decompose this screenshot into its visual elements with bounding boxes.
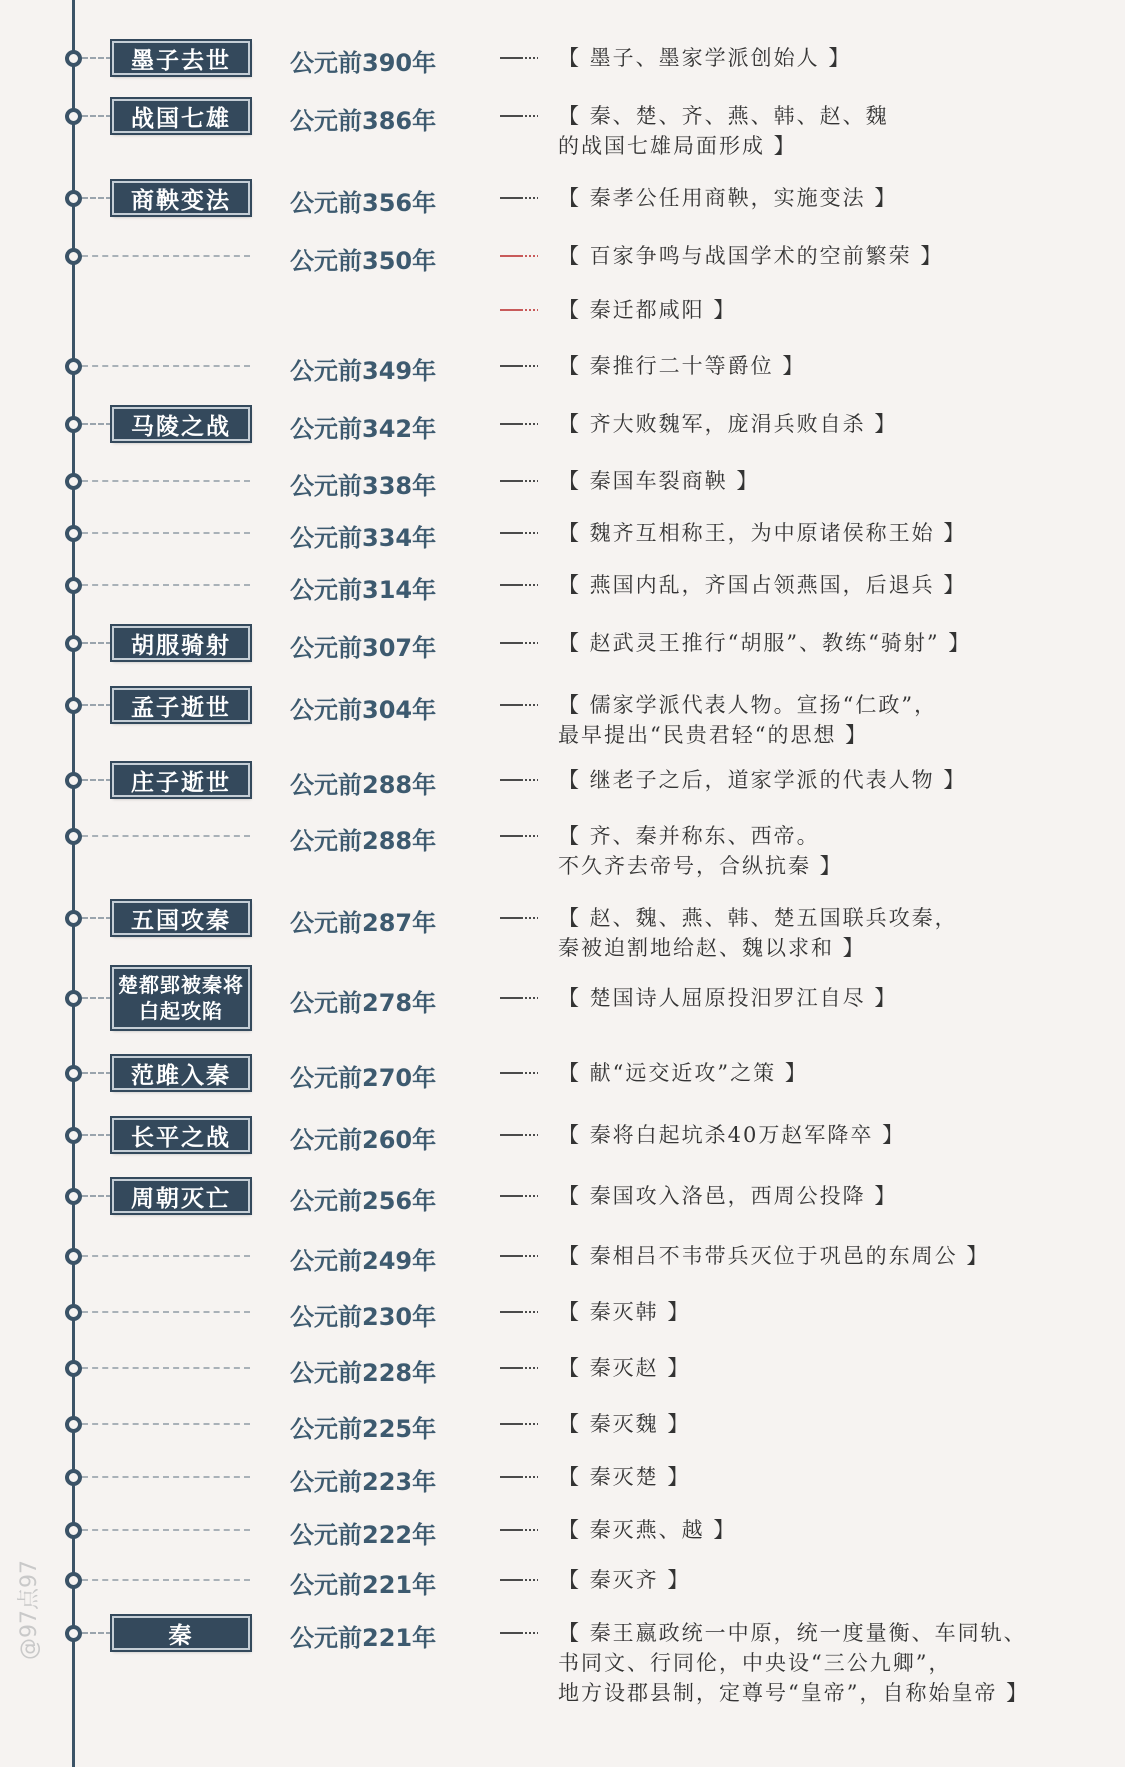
timeline-node [65, 525, 82, 542]
event-description: 【 楚国诗人屈原投汨罗江自尽 】 [558, 986, 898, 1010]
event-description: 【 赵武灵王推行“胡服”、教练“骑射” 】 [558, 631, 972, 655]
event-date: 公元前223年 [290, 1468, 437, 1496]
timeline-node [65, 990, 82, 1007]
event-description: 【 儒家学派代表人物。宣扬“仁政”， 最早提出“民贵君轻“的思想 】 [558, 693, 938, 747]
timeline-node [65, 1188, 82, 1205]
watermark: @97点97 [17, 1560, 42, 1660]
event-tag: 胡服骑射 [112, 626, 250, 660]
dashed-guide [82, 1311, 250, 1313]
timeline-axis [72, 0, 75, 1767]
desc-connector [500, 917, 538, 919]
event-description: 【 墨子、墨家学派创始人 】 [558, 46, 852, 70]
event-tag: 长平之战 [112, 1118, 250, 1152]
dashed-guide [82, 584, 250, 586]
event-description: 【 秦相吕不韦带兵灭位于巩邑的东周公 】 [558, 1244, 990, 1268]
desc-connector [500, 1529, 538, 1531]
desc-connector [500, 835, 538, 837]
dashed-guide [82, 532, 250, 534]
event-date: 公元前222年 [290, 1521, 437, 1549]
event-date: 公元前228年 [290, 1359, 437, 1387]
desc-connector [500, 1072, 538, 1074]
event-date: 公元前356年 [290, 189, 437, 217]
event-description: 【 秦灭韩 】 [558, 1300, 691, 1324]
timeline-node [65, 190, 82, 207]
event-date: 公元前260年 [290, 1126, 437, 1154]
dashed-guide [82, 1476, 250, 1478]
desc-connector [500, 1476, 538, 1478]
tag-connector [82, 1134, 112, 1136]
event-date: 公元前338年 [290, 472, 437, 500]
event-description: 【 魏齐互相称王，为中原诸侯称王始 】 [558, 521, 967, 545]
event-description: 【 秦灭楚 】 [558, 1465, 691, 1489]
timeline-node [65, 1469, 82, 1486]
desc-connector [500, 197, 538, 199]
tag-connector [82, 1195, 112, 1197]
event-description: 【 齐大败魏军，庞涓兵败自杀 】 [558, 412, 898, 436]
timeline-node [65, 248, 82, 265]
event-description: 【 继老子之后，道家学派的代表人物 】 [558, 768, 967, 792]
event-date: 公元前221年 [290, 1624, 437, 1652]
event-description: 【 秦灭燕、越 】 [558, 1518, 737, 1542]
event-description: 【 秦、楚、齐、燕、韩、赵、魏 的战国七雄局面形成 】 [558, 104, 889, 158]
event-tag: 商鞅变法 [112, 181, 250, 215]
event-tag: 战国七雄 [112, 99, 250, 133]
event-description: 【 齐、秦并称东、西帝。 不久齐去帝号，合纵抗秦 】 [558, 824, 843, 878]
tag-connector [82, 642, 112, 644]
event-tag: 马陵之战 [112, 407, 250, 441]
event-tag: 墨子去世 [112, 41, 250, 75]
timeline-node [65, 416, 82, 433]
event-date: 公元前288年 [290, 771, 437, 799]
desc-connector [500, 1195, 538, 1197]
desc-connector [500, 255, 538, 257]
event-date: 公元前304年 [290, 696, 437, 724]
event-description: 【 燕国内乱，齐国占领燕国，后退兵 】 [558, 573, 967, 597]
event-description: 【 献“远交近攻”之策 】 [558, 1061, 808, 1085]
event-description: 【 秦孝公任用商鞅，实施变法 】 [558, 186, 898, 210]
desc-connector [500, 57, 538, 59]
dashed-guide [82, 365, 250, 367]
event-tag: 周朝灭亡 [112, 1179, 250, 1213]
desc-connector [500, 642, 538, 644]
desc-connector [500, 1579, 538, 1581]
timeline-node [65, 1248, 82, 1265]
event-description: 【 秦将白起坑杀40万赵军降卒 】 [558, 1123, 906, 1147]
event-date: 公元前249年 [290, 1247, 437, 1275]
desc-connector [500, 1367, 538, 1369]
event-description: 【 秦国车裂商鞅 】 [558, 469, 760, 493]
desc-connector [500, 1134, 538, 1136]
timeline-node [65, 1572, 82, 1589]
event-description: 【 秦灭赵 】 [558, 1356, 691, 1380]
event-date: 公元前287年 [290, 909, 437, 937]
tag-connector [82, 115, 112, 117]
timeline-node [65, 1127, 82, 1144]
desc-connector [500, 365, 538, 367]
dashed-guide [82, 1367, 250, 1369]
timeline-node [65, 828, 82, 845]
dashed-guide [82, 480, 250, 482]
tag-connector [82, 779, 112, 781]
event-date: 公元前288年 [290, 827, 437, 855]
timeline-node [65, 1360, 82, 1377]
event-date: 公元前386年 [290, 107, 437, 135]
timeline-node [65, 772, 82, 789]
dashed-guide [82, 835, 250, 837]
desc-connector [500, 423, 538, 425]
event-tag: 庄子逝世 [112, 763, 250, 797]
tag-connector [82, 1632, 112, 1634]
desc-connector [500, 1311, 538, 1313]
tag-connector [82, 423, 112, 425]
timeline-node [65, 358, 82, 375]
event-date: 公元前342年 [290, 415, 437, 443]
timeline-node [65, 1625, 82, 1642]
desc-connector [500, 532, 538, 534]
desc-connector [500, 704, 538, 706]
timeline-node [65, 577, 82, 594]
dashed-guide [82, 1255, 250, 1257]
dashed-guide [82, 1423, 250, 1425]
event-description: 【 秦推行二十等爵位 】 [558, 354, 806, 378]
event-description: 【 秦灭魏 】 [558, 1412, 691, 1436]
desc-connector [500, 779, 538, 781]
tag-connector [82, 57, 112, 59]
event-date: 公元前270年 [290, 1064, 437, 1092]
desc-connector [500, 1255, 538, 1257]
event-date: 公元前221年 [290, 1571, 437, 1599]
event-tag: 秦 [112, 1616, 250, 1650]
tag-connector [82, 1072, 112, 1074]
tag-connector [82, 197, 112, 199]
event-tag: 五国攻秦 [112, 901, 250, 935]
desc-connector [500, 480, 538, 482]
event-description: 【 秦国攻入洛邑，西周公投降 】 [558, 1184, 898, 1208]
dashed-guide [82, 1529, 250, 1531]
tag-connector [82, 997, 112, 999]
timeline-node [65, 910, 82, 927]
tag-connector [82, 704, 112, 706]
timeline-node [65, 473, 82, 490]
event-date: 公元前314年 [290, 576, 437, 604]
desc-connector [500, 997, 538, 999]
event-description: 【 百家争鸣与战国学术的空前繁荣 】 [558, 244, 944, 268]
desc-connector [500, 584, 538, 586]
timeline-node [65, 697, 82, 714]
timeline-node [65, 108, 82, 125]
event-date: 公元前334年 [290, 524, 437, 552]
tag-connector [82, 917, 112, 919]
desc-connector [500, 309, 538, 311]
event-date: 公元前350年 [290, 247, 437, 275]
event-tag: 孟子逝世 [112, 688, 250, 722]
event-date: 公元前349年 [290, 357, 437, 385]
timeline-node [65, 1304, 82, 1321]
desc-connector [500, 115, 538, 117]
event-date: 公元前390年 [290, 49, 437, 77]
desc-connector [500, 1632, 538, 1634]
event-description: 【 赵、魏、燕、韩、楚五国联兵攻秦， 秦被迫割地给赵、魏以求和 】 [558, 906, 958, 960]
event-tag: 范雎入秦 [112, 1056, 250, 1090]
timeline-node [65, 1065, 82, 1082]
event-description: 【 秦灭齐 】 [558, 1568, 691, 1592]
timeline-node [65, 1416, 82, 1433]
event-tag: 楚都郢被秦将 白起攻陷 [112, 967, 250, 1029]
desc-connector [500, 1423, 538, 1425]
timeline-node [65, 1522, 82, 1539]
dashed-guide [82, 255, 250, 257]
event-description: 【 秦迁都咸阳 】 [558, 298, 737, 322]
event-date: 公元前256年 [290, 1187, 437, 1215]
timeline-node [65, 635, 82, 652]
event-date: 公元前278年 [290, 989, 437, 1017]
event-description: 【 秦王嬴政统一中原，统一度量衡、车同轨、 书同文、行同伦，中央设“三公九卿”， 地方设郡县制，定尊号“皇帝”，自称始皇帝 】 [558, 1621, 1030, 1705]
dashed-guide [82, 1579, 250, 1581]
event-date: 公元前225年 [290, 1415, 437, 1443]
event-date: 公元前230年 [290, 1303, 437, 1331]
event-date: 公元前307年 [290, 634, 437, 662]
timeline-node [65, 50, 82, 67]
